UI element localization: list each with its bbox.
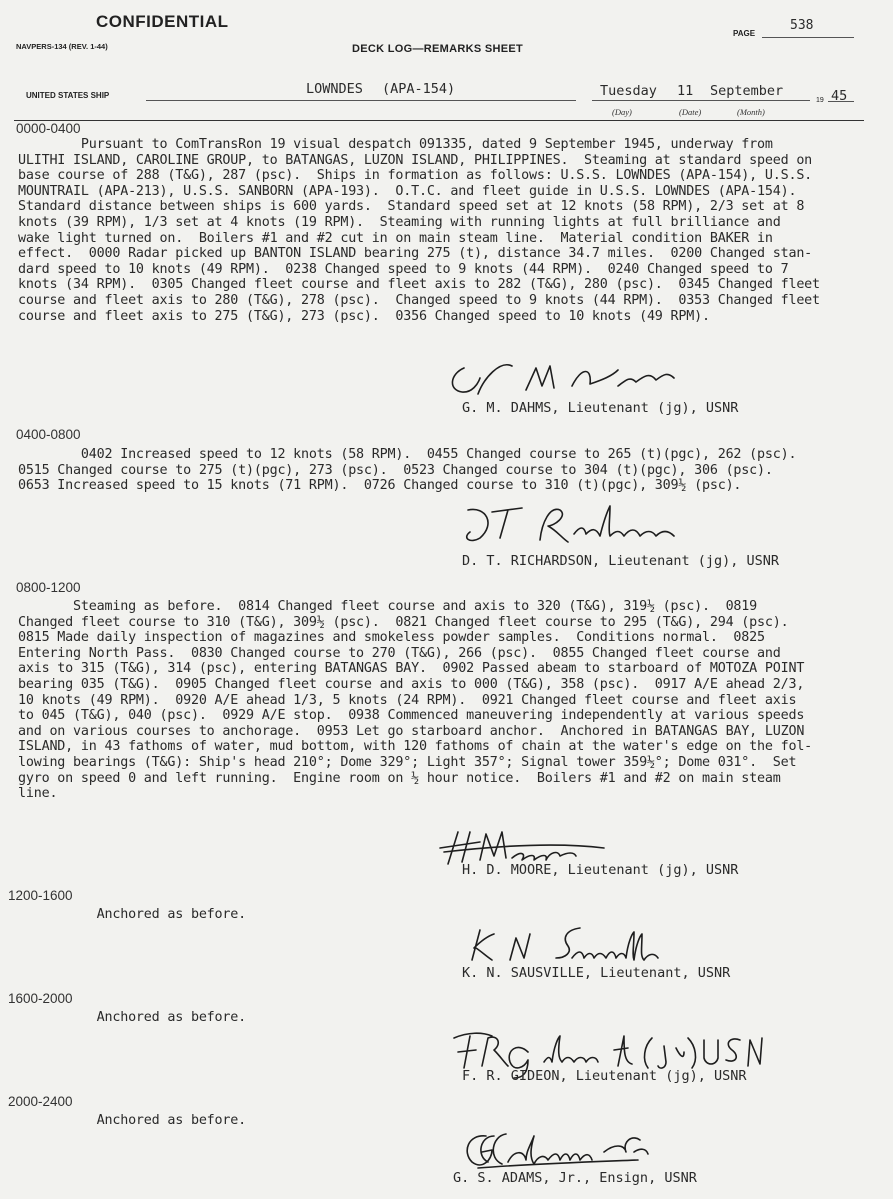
- log-line: 0515 Changed course to 275 (t)(pgc), 273 (psc). 0523 Changed course to 304 (t)(pgc), 306 (psc).: [18, 462, 773, 478]
- log-line: line.: [18, 786, 58, 802]
- sheet-title: DECK LOG—REMARKS SHEET: [352, 43, 523, 55]
- log-line: wake light turned on. Boilers #1 and #2 cut in on main steam line. Material condition BAKER in: [18, 230, 773, 246]
- log-line: ISLAND, in 43 fathoms of water, mud bottom, with 120 fathoms of chain at the water's edge on the fol-: [18, 739, 813, 755]
- log-line: 0402 Increased speed to 12 knots (58 RPM). 0455 Changed course to 265 (t)(pgc), 262 (psc).: [18, 447, 797, 462]
- log-line: Entering North Pass. 0830 Changed course to 270 (T&G), 266 (psc). 0855 Changed fleet course and: [18, 645, 781, 661]
- log-line: course and fleet axis to 275 (T&G), 273 (psc). 0356 Changed speed to 10 knots (49 RPM).: [18, 308, 710, 324]
- log-line: 0653 Increased speed to 15 knots (71 RPM). 0726 Changed course to 310 (t)(pgc), 309½ (psc).: [18, 478, 742, 494]
- log-year: 45: [831, 88, 848, 104]
- log-line: axis to 315 (T&G), 314 (psc), entering BATANGAS BAY. 0902 Passed abeam to starboard of MOTOZA POINT: [18, 661, 805, 677]
- ship-label: UNITED STATES SHIP: [26, 91, 110, 100]
- watch-remarks: [18, 447, 880, 494]
- log-line: and on various courses to anchorage. 0953 Let go starboard anchor. Anchored in BATANGAS BAY, LUZON: [18, 723, 805, 739]
- log-line: effect. 0000 Radar picked up BANTON ISLAND bearing 275 (t), distance 34.7 miles. 0200 Changed stan-: [18, 246, 813, 262]
- watch-remarks: [18, 1010, 880, 1026]
- header-rule: [14, 120, 864, 121]
- log-line: lowing bearings (T&G): Ship's head 210°; Dome 329°; Light 357°; Signal tower 359½°; Dome 031°. Set: [18, 754, 797, 770]
- log-line: to 045 (T&G), 040 (psc). 0929 A/E stop. 0938 Commenced maneuvering independently at various speeds: [18, 708, 805, 724]
- form-number: NAVPERS-134 (REV. 1-44): [16, 42, 108, 51]
- signer-name: F. R. GIDEON, Lieutenant (jg), USNR: [462, 1068, 747, 1084]
- log-line: dard speed to 10 knots (49 RPM). 0238 Changed speed to 9 knots (44 RPM). 0240 Changed speed to 7: [18, 261, 789, 277]
- log-line: base course of 288 (T&G), 287 (psc). Ships in formation as follows: U.S.S. LOWNDES (APA-154), U.S.S.: [18, 168, 813, 184]
- watch-label: 1200-1600: [8, 888, 73, 903]
- watch-remarks: [18, 599, 880, 802]
- log-date: 11: [677, 83, 694, 99]
- log-line: ULITHI ISLAND, CAROLINE GROUP, to BATANGAS, LUZON ISLAND, PHILIPPINES. Steaming at standard speed on: [18, 152, 813, 168]
- watch-label: 0800-1200: [16, 580, 81, 595]
- confidential-stamp: CONFIDENTIAL: [96, 12, 229, 31]
- signer-name: G. M. DAHMS, Lieutenant (jg), USNR: [462, 400, 739, 416]
- log-line: Steaming as before. 0814 Changed fleet course and axis to 320 (T&G), 319½ (psc). 0819: [18, 599, 758, 614]
- log-line: Anchored as before.: [18, 1010, 246, 1025]
- log-line: Standard distance between ships is 600 yards. Standard speed set at 12 knots (58 RPM), 2/3 set at 8: [18, 199, 805, 215]
- signature-image: [456, 498, 716, 554]
- signer-name: K. N. SAUSVILLE, Lieutenant, USNR: [462, 965, 731, 981]
- watch-label: 2000-2400: [8, 1094, 73, 1109]
- log-line: Pursuant to ComTransRon 19 visual despatch 091335, dated 9 September 1945, underway from: [18, 137, 773, 152]
- ship-name-line: [146, 100, 576, 101]
- watch-label: 0000-0400: [16, 121, 81, 136]
- ship-name: LOWNDES: [306, 81, 363, 97]
- signer-name: G. S. ADAMS, Jr., Ensign, USNR: [453, 1170, 697, 1186]
- year-prefix: 19: [816, 97, 824, 104]
- watch-label: 0400-0800: [16, 427, 81, 442]
- page-number-line: [762, 37, 854, 38]
- log-day: Tuesday: [600, 83, 657, 99]
- watch-remarks: [18, 1113, 880, 1129]
- signer-name: H. D. MOORE, Lieutenant (jg), USNR: [462, 862, 739, 878]
- date-line: [592, 100, 810, 101]
- date-caption: (Date): [679, 107, 702, 117]
- ship-hull-code: (APA-154): [382, 81, 456, 97]
- log-line: 10 knots (49 RPM). 0920 A/E ahead 1/3, 5 knots (24 RPM). 0921 Changed fleet course and fleet axis: [18, 692, 797, 708]
- log-line: Changed fleet course to 310 (T&G), 309½ (psc). 0821 Changed fleet course to 295 (T&G), 294 (psc).: [18, 614, 789, 630]
- month-caption: (Month): [737, 107, 765, 117]
- log-line: MOUNTRAIL (APA-213), U.S.S. SANBORN (APA-193). O.T.C. and fleet guide in U.S.S. LOWNDES (APA-154).: [18, 183, 797, 199]
- page-number: 538: [790, 18, 814, 33]
- log-line: course and fleet axis to 280 (T&G), 278 (psc). Changed speed to 9 knots (44 RPM). 0353 Changed fleet: [18, 292, 820, 308]
- log-line: gyro on speed 0 and left running. Engine room on ½ hour notice. Boilers #1 and #2 on main steam: [18, 770, 781, 786]
- day-caption: (Day): [612, 107, 632, 117]
- log-line: 0815 Made daily inspection of magazines and smokeless powder samples. Conditions normal. 0825: [18, 630, 765, 646]
- signature-image: [460, 920, 710, 970]
- log-line: knots (39 RPM), 1/3 set at 4 knots (19 RPM). Steaming with running lights at full brilliance and: [18, 214, 781, 230]
- watch-remarks: [18, 137, 880, 324]
- page-label: PAGE: [733, 29, 756, 38]
- watch-label: 1600-2000: [8, 991, 73, 1006]
- log-line: knots (34 RPM). 0305 Changed fleet course and fleet axis to 282 (T&G), 280 (psc). 0345 Changed fleet: [18, 277, 820, 293]
- log-line: Anchored as before.: [18, 907, 246, 922]
- signer-name: D. T. RICHARDSON, Lieutenant (jg), USNR: [462, 553, 779, 569]
- log-line: Anchored as before.: [18, 1113, 246, 1128]
- log-month: September: [710, 83, 784, 99]
- log-line: bearing 035 (T&G). 0905 Changed fleet course and axis to 000 (T&G), 358 (psc). 0917 A/E ahead 2/3,: [18, 676, 805, 692]
- watch-remarks: [18, 907, 880, 923]
